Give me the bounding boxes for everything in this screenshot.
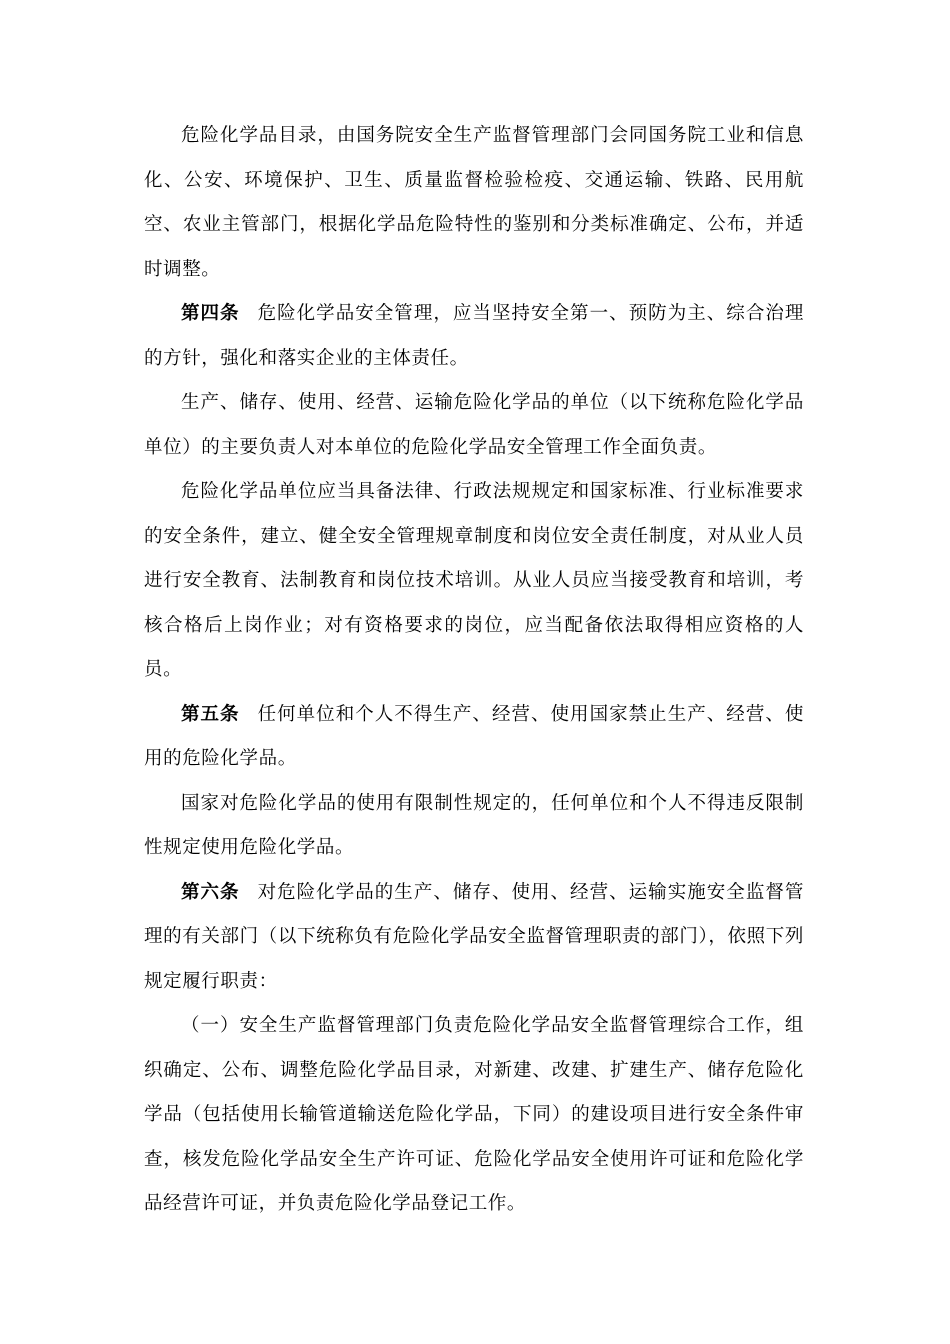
paragraph-safety-conditions: [144, 470, 804, 693]
paragraph-restricted-use: [144, 782, 804, 871]
paragraph-text: 危险化学品单位应当具备法律、行政法规规定和国家标准、行业标准要求的安全条件，建立、健全安全管理规章制度和岗位安全责任制度，对从业人员进行安全教育、法制教育和岗位技术培训。从业人员应当接受教育和培训，考核合格后上岗作业；对有资格要求的岗位，应当配备依法取得相应资格的人员。: [144, 481, 804, 680]
paragraph-article-4: [144, 292, 804, 381]
paragraph-text: 危险化学品安全管理，应当坚持安全第一、预防为主、综合治理的方针，强化和落实企业的主体责任。: [144, 303, 804, 369]
document-body: [144, 114, 804, 1227]
paragraph-article-5: [144, 693, 804, 782]
paragraph-article-6: [144, 871, 804, 1005]
paragraph-text: 对危险化学品的生产、储存、使用、经营、运输实施安全监督管理的有关部门（以下统称负有危险化学品安全监督管理职责的部门），依照下列规定履行职责：: [144, 881, 804, 992]
paragraph-text: （一）安全生产监督管理部门负责危险化学品安全监督管理综合工作，组织确定、公布、调整危险化学品目录，对新建、改建、扩建生产、储存危险化学品（包括使用长输管道输送危险化学品，下同）的建设项目进行安全条件审查，核发危险化学品安全生产许可证、危险化学品安全使用许可证和危险化学品经营许可证，并负责危险化学品登记工作。: [144, 1015, 804, 1214]
paragraph-catalog-rule: [144, 114, 804, 292]
paragraph-text: 任何单位和个人不得生产、经营、使用国家禁止生产、经营、使用的危险化学品。: [144, 703, 804, 769]
paragraph-text: 危险化学品目录，由国务院安全生产监督管理部门会同国务院工业和信息化、公安、环境保护、卫生、质量监督检验检疫、交通运输、铁路、民用航空、农业主管部门，根据化学品危险特性的鉴别和分类标准确定、公布，并适时调整。: [144, 125, 804, 280]
article-number: 第五条: [181, 703, 240, 725]
paragraph-text: 生产、储存、使用、经营、运输危险化学品的单位（以下统称危险化学品单位）的主要负责人对本单位的危险化学品安全管理工作全面负责。: [144, 392, 804, 458]
article-number: 第六条: [181, 881, 240, 903]
article-number: 第四条: [181, 303, 240, 324]
paragraph-responsible-person: [144, 381, 804, 470]
paragraph-item-1: [144, 1004, 804, 1227]
paragraph-text: 国家对危险化学品的使用有限制性规定的，任何单位和个人不得违反限制性规定使用危险化学品。: [144, 792, 804, 858]
